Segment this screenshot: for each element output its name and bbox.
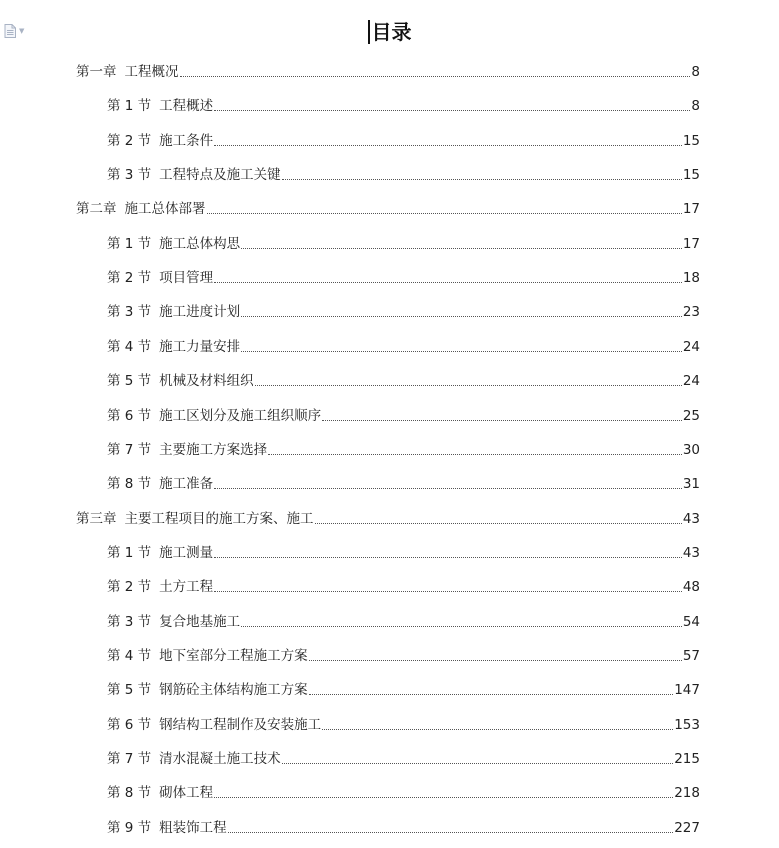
toc-entry-label (107, 371, 254, 391)
toc-entry-title: 施工力量安排 (159, 338, 241, 355)
toc-dot-leader (214, 144, 682, 146)
document-title: 目录 (371, 20, 412, 44)
toc-dot-leader (322, 728, 673, 730)
toc-entry-label (107, 131, 213, 151)
toc-section-row[interactable] (107, 680, 700, 700)
toc-section-row[interactable] (107, 165, 700, 185)
toc-section-row[interactable] (107, 302, 700, 322)
toc-page-number: 218 (674, 785, 700, 802)
toc-section-row[interactable] (107, 715, 700, 735)
toc-dot-leader (214, 556, 682, 558)
toc-page-number: 48 (682, 579, 700, 596)
toc-entry-title: 施工进度计划 (159, 304, 241, 321)
toc-page-number: 17 (682, 235, 700, 252)
toc-section-row[interactable] (107, 371, 700, 391)
toc-entry-title: 主要工程项目的施工方案、施工 (124, 510, 314, 527)
toc-entry-title: 砌体工程 (159, 785, 214, 802)
toc-entry-label (107, 165, 281, 185)
text-cursor (368, 20, 370, 44)
toc-entry-title: 施工区划分及施工组织顺序 (159, 407, 322, 424)
toc-dot-leader (241, 350, 682, 352)
toc-dot-leader (228, 831, 674, 833)
toc-entry-title: 复合地基施工 (159, 613, 241, 630)
toc-entry-label (76, 509, 314, 529)
toc-section-row[interactable] (107, 818, 700, 838)
toc-entry-title: 施工总体部署 (124, 201, 206, 218)
toc-entry-title: 施工总体构思 (159, 235, 241, 252)
toc-section-row[interactable] (107, 131, 700, 151)
toc-entry-title: 工程概述 (159, 98, 214, 115)
toc-entry-number: 第 2 节 (107, 579, 152, 596)
toc-entry-title: 机械及材料组织 (159, 373, 254, 390)
toc-entry-number: 第 1 节 (107, 544, 152, 561)
toc-entry-title: 地下室部分工程施工方案 (159, 647, 308, 664)
toc-page-number: 8 (691, 98, 700, 115)
toc-dot-leader (241, 247, 682, 249)
toc-entry-label (107, 749, 281, 769)
toc-entry-title: 施工测量 (159, 544, 214, 561)
toc-entry-label (107, 715, 321, 735)
toc-section-row[interactable] (107, 783, 700, 803)
toc-entry-title: 钢结构工程制作及安装施工 (159, 716, 322, 733)
toc-page-number: 24 (682, 373, 700, 390)
toc-entry-number: 第 9 节 (107, 819, 152, 836)
toc-dot-leader (241, 625, 682, 627)
toc-entry-label (107, 783, 213, 803)
chevron-down-icon: ▼ (19, 26, 25, 35)
toc-entry-label (107, 337, 240, 357)
toc-entry-number: 第 7 节 (107, 751, 152, 767)
toc-entry-number: 第 6 节 (107, 716, 152, 733)
toc-entry-label (107, 406, 321, 426)
toc-entry-number: 第 5 节 (107, 682, 152, 699)
toc-chapter-row[interactable] (76, 62, 700, 82)
toc-dot-leader (282, 178, 682, 180)
toc-page-number: 24 (682, 338, 700, 355)
toc-dot-leader (207, 212, 682, 214)
toc-page-number: 227 (674, 819, 700, 836)
toc-entry-label (107, 612, 240, 632)
toc-entry-label (107, 543, 213, 563)
toc-section-row[interactable] (107, 646, 700, 666)
toc-entry-title: 施工准备 (159, 476, 214, 493)
toc-page-number: 30 (682, 441, 700, 458)
toc-entry-title: 施工条件 (159, 132, 214, 149)
toc-entry-label (107, 302, 240, 322)
toc-dot-leader (180, 75, 691, 77)
toc-page-number: 18 (682, 270, 700, 287)
toc-dot-leader (309, 693, 674, 695)
toc-entry-number: 第 3 节 (107, 167, 152, 184)
toc-entry-title: 钢筋砼主体结构施工方案 (159, 682, 308, 699)
toc-section-row[interactable] (107, 543, 700, 563)
toc-entry-title: 清水混凝土施工技术 (159, 751, 281, 767)
toc-entry-number: 第 4 节 (107, 338, 152, 355)
toc-section-row[interactable] (107, 474, 700, 494)
toc-entry-number: 第 4 节 (107, 647, 152, 664)
toc-section-row[interactable] (107, 612, 700, 632)
toc-section-row[interactable] (107, 577, 700, 597)
toc-dot-leader (322, 419, 682, 421)
toc-section-row[interactable] (107, 749, 700, 769)
toc-page-number: 54 (682, 613, 700, 630)
toc-entry-label (107, 474, 213, 494)
toc-page-number: 23 (682, 304, 700, 321)
toc-dot-leader (309, 659, 682, 661)
toc-chapter-row[interactable] (76, 509, 700, 529)
toc-section-row[interactable] (107, 268, 700, 288)
toc-page-number: 215 (674, 751, 700, 767)
toc-dot-leader (214, 281, 682, 283)
toc-entry-label (76, 199, 206, 219)
toc-entry-number: 第三章 (76, 510, 117, 527)
toc-section-row[interactable] (107, 234, 700, 254)
toc-entry-number: 第 7 节 (107, 441, 152, 458)
toc-page-number: 15 (682, 167, 700, 184)
toc-entry-title: 土方工程 (159, 579, 214, 596)
toc-page-number: 15 (682, 132, 700, 149)
toc-dot-leader (214, 590, 682, 592)
toc-entry-number: 第 3 节 (107, 613, 152, 630)
toc-dot-leader (268, 453, 682, 455)
toc-page-number: 57 (682, 647, 700, 664)
toc-entry-title: 主要施工方案选择 (159, 441, 268, 458)
toc-entry-number: 第 2 节 (107, 270, 152, 287)
toc-entry-label (107, 577, 213, 597)
toc-chapter-row[interactable] (76, 199, 700, 219)
toc-entry-number: 第 5 节 (107, 373, 152, 390)
toc-page-number: 8 (691, 64, 700, 80)
toc-dot-leader (214, 487, 682, 489)
toc-page-number: 147 (674, 682, 700, 699)
toc-entry-label (107, 96, 213, 116)
toc-page-number: 43 (682, 510, 700, 527)
toc-entry-number: 第 1 节 (107, 98, 152, 115)
toc-entry-number: 第 8 节 (107, 476, 152, 493)
toc-section-row[interactable] (107, 337, 700, 357)
toc-entry-label (107, 234, 240, 254)
toc-entry-label (107, 818, 227, 838)
toc-entry-title: 粗装饰工程 (159, 819, 227, 836)
toc-entry-label (107, 680, 308, 700)
toc-entry-number: 第 1 节 (107, 235, 152, 252)
toc-dot-leader (255, 384, 682, 386)
toc-page-number: 31 (682, 476, 700, 493)
toc-entry-title: 项目管理 (159, 270, 214, 287)
toc-page-number: 43 (682, 544, 700, 561)
toc-section-row[interactable] (107, 96, 700, 116)
toc-dot-leader (241, 315, 682, 317)
toc-entry-label (107, 268, 213, 288)
title-area (0, 18, 779, 48)
toc-section-row[interactable] (107, 440, 700, 460)
toc-page-number: 17 (682, 201, 700, 218)
toc-dot-leader (214, 796, 673, 798)
toc-entry-number: 第 8 节 (107, 785, 152, 802)
toc-dot-leader (282, 762, 674, 764)
toc-page-number: 25 (682, 407, 700, 424)
document-title-wrapper[interactable] (368, 18, 412, 46)
toc-entry-label (76, 62, 179, 82)
toc-dot-leader (315, 522, 682, 524)
toc-entry-label (107, 440, 267, 460)
toc-entry-number: 第二章 (76, 201, 117, 218)
toc-entry-number: 第一章 (76, 64, 117, 80)
toc-entry-number: 第 3 节 (107, 304, 152, 321)
toc-entry-title: 工程特点及施工关键 (159, 167, 281, 184)
toc-dot-leader (214, 109, 690, 111)
toc-entry-number: 第 6 节 (107, 407, 152, 424)
toc-page-number: 153 (674, 716, 700, 733)
toc-entry-number: 第 2 节 (107, 132, 152, 149)
toc-entry-label (107, 646, 308, 666)
toc-entry-title: 工程概况 (124, 64, 179, 80)
toc-section-row[interactable] (107, 406, 700, 426)
